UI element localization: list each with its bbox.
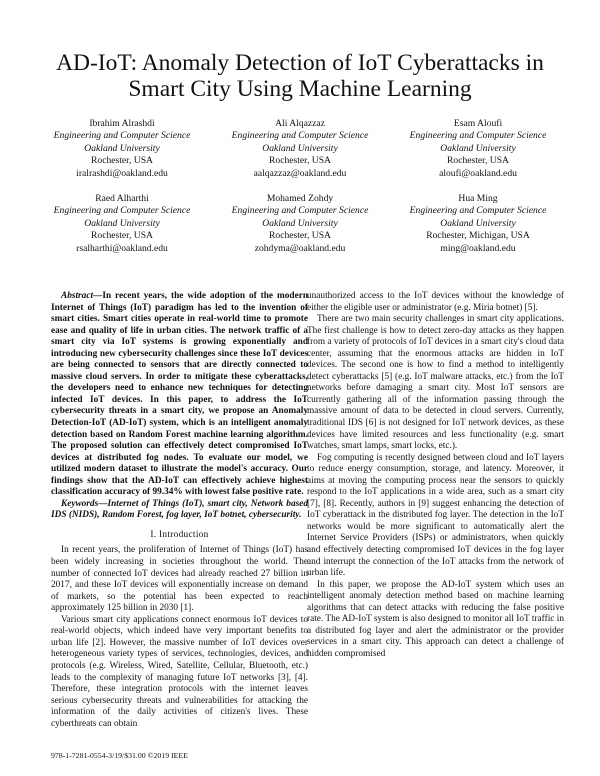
keywords-text: —Internet of Things (IoT), smart city, Network based IDS (NIDS), Random Forest, fog layer, IoT botnet, cybersecurity. [51,498,308,521]
author-card [398,193,558,255]
author-name: Ibrahim Alrashdi [89,118,155,129]
body-paragraph: There are two main security challenges in smart city applications. The first challenge is how to detect zero-day attacks as they happen from a variety of protocols of IoT devices in a smart city's cloud data center, assuming that the enormous attacks are hidden in IoT devices. The second one is how to find a method to intelligently detect cyberattacks [5] (e.g. IoT malware attacks, etc.) from the IoT networks before damaging a smart city. Most IoT sensors are currently gathering all of the information passing through the massive amount of data to be detected in cloud servers. Currently, traditional IDS [6] is not designed for IoT network devices, as these devices have limited resources and less functionality (e.g. smart watches, smart lamps, smart locks, etc.). [307,314,564,452]
author-university: Oakland University [262,142,338,154]
abstract-text: —In recent years, the wide adoption of the modern Internet of Things (IoT) paradigm has led to the invention of smart cities. Smart cities operate in real-world time to promote ease and quality of life in urban cities. The network traffic of a smart city via IoT systems is growing exponentially and introducing new cybersecurity challenges since these IoT devices are being connected to sensors that are directly connected to massive cloud servers. In order to mitigate these cyberattacks, the developers need to enhance new techniques for detecting infected IoT devices. In this paper, to address the IoT cybersecurity threats in a smart city, we propose an Anomaly Detection-IoT (AD-IoT) system, which is an intelligent anomaly detection based on Random Forest machine learning algorithm. The proposed solution can effectively detect compromised IoT devices at distributed fog nodes. To evaluate our model, we utilized modern dataset to illustrate the model's accuracy. Our findings show that the AD-IoT can effectively achieve highest classification accuracy of 99.34% with lowest false positive rate. [51,291,308,498]
keywords [51,499,308,522]
author-location: Rochester, USA [91,155,153,167]
body-paragraph: In this paper, we propose the AD-IoT system which uses an intelligent anomaly detection method based on machine learning algorithms that can detect attacks with reducing the false positive rate. The AD-IoT system is also designed to monitor all IoT traffic in a distributed fog layer and alert the administrator or the provider services in a smart city. This approach can detect a challenge of hidden compromised [307,579,564,659]
author-location: Rochester, USA [269,230,331,242]
author-card [398,118,558,180]
author-email: aalqazzaz@oakland.edu [253,167,347,179]
author-email: aloufi@oakland.edu [439,167,517,179]
author-university: Oakland University [440,217,516,229]
title-line-2: Smart City Using Machine Learning [128,76,472,102]
copyright-footer: 978-1-7281-0554-3/19/$31.00 ©2019 IEEE [51,751,188,760]
body-paragraph: Various smart city applications connect enormous IoT devices to real-world objects, which indeed have very important benefits to urban life [2]. However, the massive number of IoT devices over heterogeneous variety types of services, technologies, devices, and protocols (e.g. Wireless, Wired, Satellite, Cellular, Bluetooth, etc.) leads to the complexity of managing future IoT networks [3], [4]. Therefore, these integration protocols with the internet leaves serious cybersecurity threats and vulnerabilities for attacking the information of the daily activities of citizen's lives. These cyberthreats can obtain [51,614,308,729]
body-paragraph: unauthorized access to the IoT devices without the knowledge of either the eligible user or administrator (e.g. Miria botnet) [5]. [307,291,564,313]
author-department: Engineering and Computer Science [231,130,369,142]
right-column [307,291,564,661]
author-name: Ali Alqazzaz [275,118,325,129]
author-name: Raed Alharthi [95,193,149,204]
author-university: Oakland University [440,142,516,154]
author-university: Oakland University [84,217,160,229]
keywords-label: Keywords [61,498,99,509]
abstract [51,291,308,499]
body-paragraph: Fog computing is recently designed between cloud and IoT layers to reduce energy consumption, storage, and latency. Moreover, it aims at moving the computing process near the sensors to quickly respond to the IoT applications in a wide area, such as a smart city [7], [8]. Recently, authors in [9] suggest enhancing the detection of IoT cyberattack in the distributed fog layer. The detection in the IoT networks would be more significant to automatically alert the Internet Service Providers (ISPs) or administrators, when quickly and effectively detecting compromised IoT devices in the fog layer and interrupt the connection of the IoT attacks from the network of urban life. [307,452,564,579]
author-email: ming@oakland.edu [440,242,516,254]
paper-title [20,50,580,102]
author-name: Mohamed Zohdy [266,193,334,204]
author-email: iralrashdi@oakland.edu [76,167,168,179]
author-location: Rochester, USA [269,155,331,167]
left-column [51,291,308,730]
author-name: Hua Ming [458,193,498,204]
author-card [220,193,380,255]
author-department: Engineering and Computer Science [409,205,547,217]
author-university: Oakland University [262,217,338,229]
author-department: Engineering and Computer Science [409,130,547,142]
author-university: Oakland University [84,142,160,154]
author-card [220,118,380,180]
section-heading-introduction: I. Introduction [150,529,209,540]
abstract-label: Abstract [61,291,94,301]
author-location: Rochester, USA [91,230,153,242]
author-location: Rochester, Michigan, USA [426,230,530,242]
author-department: Engineering and Computer Science [53,130,191,142]
author-email: zohdyma@oakland.edu [254,242,346,254]
author-department: Engineering and Computer Science [53,205,191,217]
body-paragraph: In recent years, the proliferation of Internet of Things (IoT) has been widely increasing in societies throughout the world. The number of connected IoT devices had already reached 27 billion in 2017, and these IoT devices will exponentially increase on demand of markets, so the potential has been expected to reach approximately 125 billion in 2030 [1]. [51,545,308,614]
title-line-1: AD-IoT: Anomaly Detection of IoT Cyberattacks in [56,50,544,76]
author-department: Engineering and Computer Science [231,205,369,217]
author-card [42,118,202,180]
author-location: Rochester, USA [447,155,509,167]
author-name: Esam Aloufi [453,118,503,129]
author-card [42,193,202,255]
author-email: rsalharthi@oakland.edu [76,242,168,254]
